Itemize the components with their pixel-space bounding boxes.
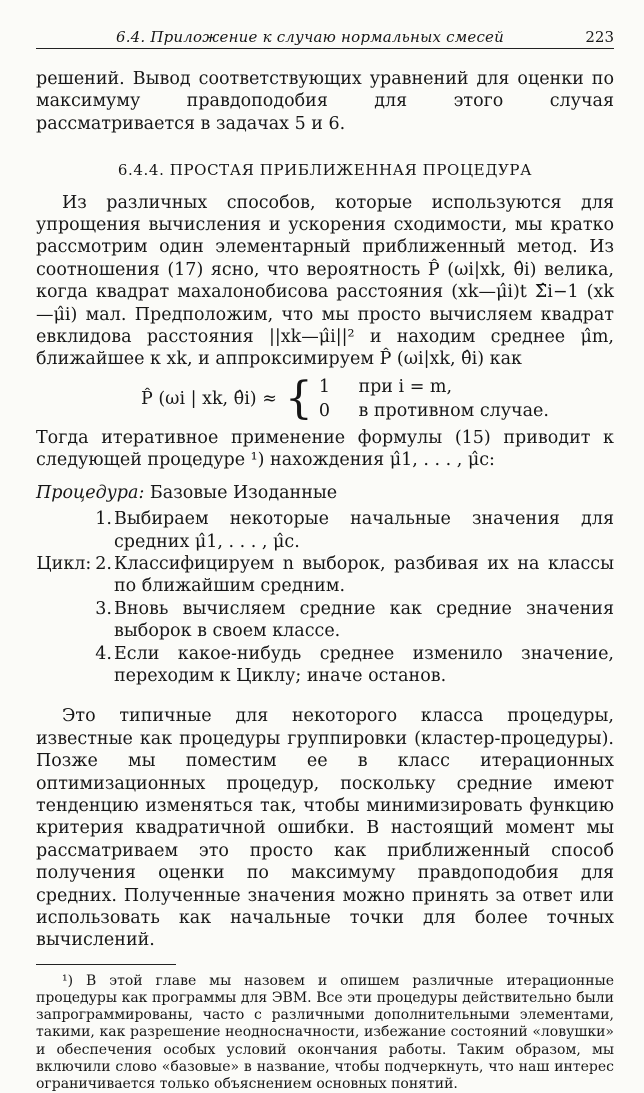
case-two-value: 0	[318, 400, 330, 421]
page-number: 223	[585, 28, 614, 46]
left-brace-icon: {	[284, 372, 313, 424]
approximation-equation	[76, 372, 614, 424]
closing-paragraph: Это типичные для некоторого класса процедуры, известные как процедуры группировки (кластер-процедуры). Позже мы поместим ее в класс итерационных оптимизационных процедур, поскольку средние имеют тенденцию изменяться так, чтобы минимизировать функцию критерия квадратичной ошибки. В настоящий момент мы рассматриваем это просто как приближенный способ получения оценки по максимуму правдоподобия для средних. Полученные значения можно принять за ответ или использовать как начальные точки для более точных вычислений.	[36, 706, 614, 951]
procedure-step	[36, 598, 614, 643]
section-paragraph-2: Тогда итеративное применение формулы (15) приводит к следующей процедуре ¹) нахождения μ̂1, . . . , μ̂c:	[36, 427, 614, 471]
case-one	[319, 375, 549, 399]
step-text: Если какое-нибудь среднее изменило значение, переходим к Циклу; иначе останов.	[114, 643, 614, 686]
procedure-heading	[36, 482, 614, 504]
footnote: ¹) В этой главе мы назовем и опишем различные итерационные процедуры как программы для ЭВМ. Все эти процедуры действительно были запрограммированы, часто с различными дополнительными элементами, такими, как разрешение неодносначности, избежание состояний «ловушки» и обеспечения особых условий окончания работы. Таким образом, мы включили слово «базовые» в название, чтобы подчеркнуть, что наш интерес ограничивается только объяснением основных понятий.	[36, 972, 614, 1093]
step-number: 4.	[95, 643, 112, 664]
step-text: Вновь вычисляем средние как средние значения выборок в своем классе.	[114, 598, 614, 642]
procedure-step	[36, 508, 614, 553]
equation-cases	[319, 375, 549, 423]
procedure-steps	[36, 508, 614, 687]
section-paragraph-1: Из различных способов, которые используются для упрощения вычисления и ускорения сходимости, мы кратко рассмотрим один элементарный приближенный метод. Из соотношения (17) ясно, что вероятность P̂ (ωi|xk, θ̂i) велика, когда квадрат махалонобисова расстояния (xk—μ̂i)t Σ̂i−1 (xk—μ̂i) мал. Предположим, что мы просто вычисляем квадрат евклидова расстояния ||xk—μ̂i||² и находим среднее μ̂m, ближайшее к xk, и аппроксимируем P̂ (ωi|xk, θ̂i) как	[36, 192, 614, 370]
case-one-value: 1	[318, 376, 330, 397]
step-number: 1.	[95, 509, 112, 530]
procedure-step	[36, 643, 614, 688]
step-number: 3.	[95, 598, 112, 619]
equation-lhs: P̂ (ωi | xk, θ̂i) ≈	[141, 388, 277, 409]
case-one-condition: при i = m,	[358, 376, 453, 397]
step-text: Классифицируем n выборок, разбивая их на классы по ближайшим средним.	[114, 553, 614, 597]
section-title: 6.4.4. ПРОСТАЯ ПРИБЛИЖЕННАЯ ПРОЦЕДУРА	[117, 161, 533, 180]
footnote-divider	[36, 964, 176, 965]
step-text: Выбираем некоторые начальные значения для средних μ̂1, . . . , μ̂c.	[114, 509, 614, 552]
procedure-label: Процедура:	[36, 482, 145, 503]
procedure-title: Базовые Изоданные	[149, 482, 338, 503]
page-header	[36, 24, 614, 49]
case-two	[319, 399, 549, 423]
cycle-label: Цикл:	[36, 553, 92, 574]
procedure-step	[36, 553, 614, 598]
intro-paragraph: решений. Вывод соответствующих уравнений для оценки по максимуму правдоподобия для этого случая рассматривается в задачах 5 и 6.	[36, 69, 614, 134]
step-number: 2.	[95, 553, 112, 574]
page-body	[36, 68, 614, 1093]
running-title: 6.4. Приложение к случаю нормальных смесей	[115, 28, 504, 46]
case-two-condition: в противном случае.	[358, 400, 549, 421]
